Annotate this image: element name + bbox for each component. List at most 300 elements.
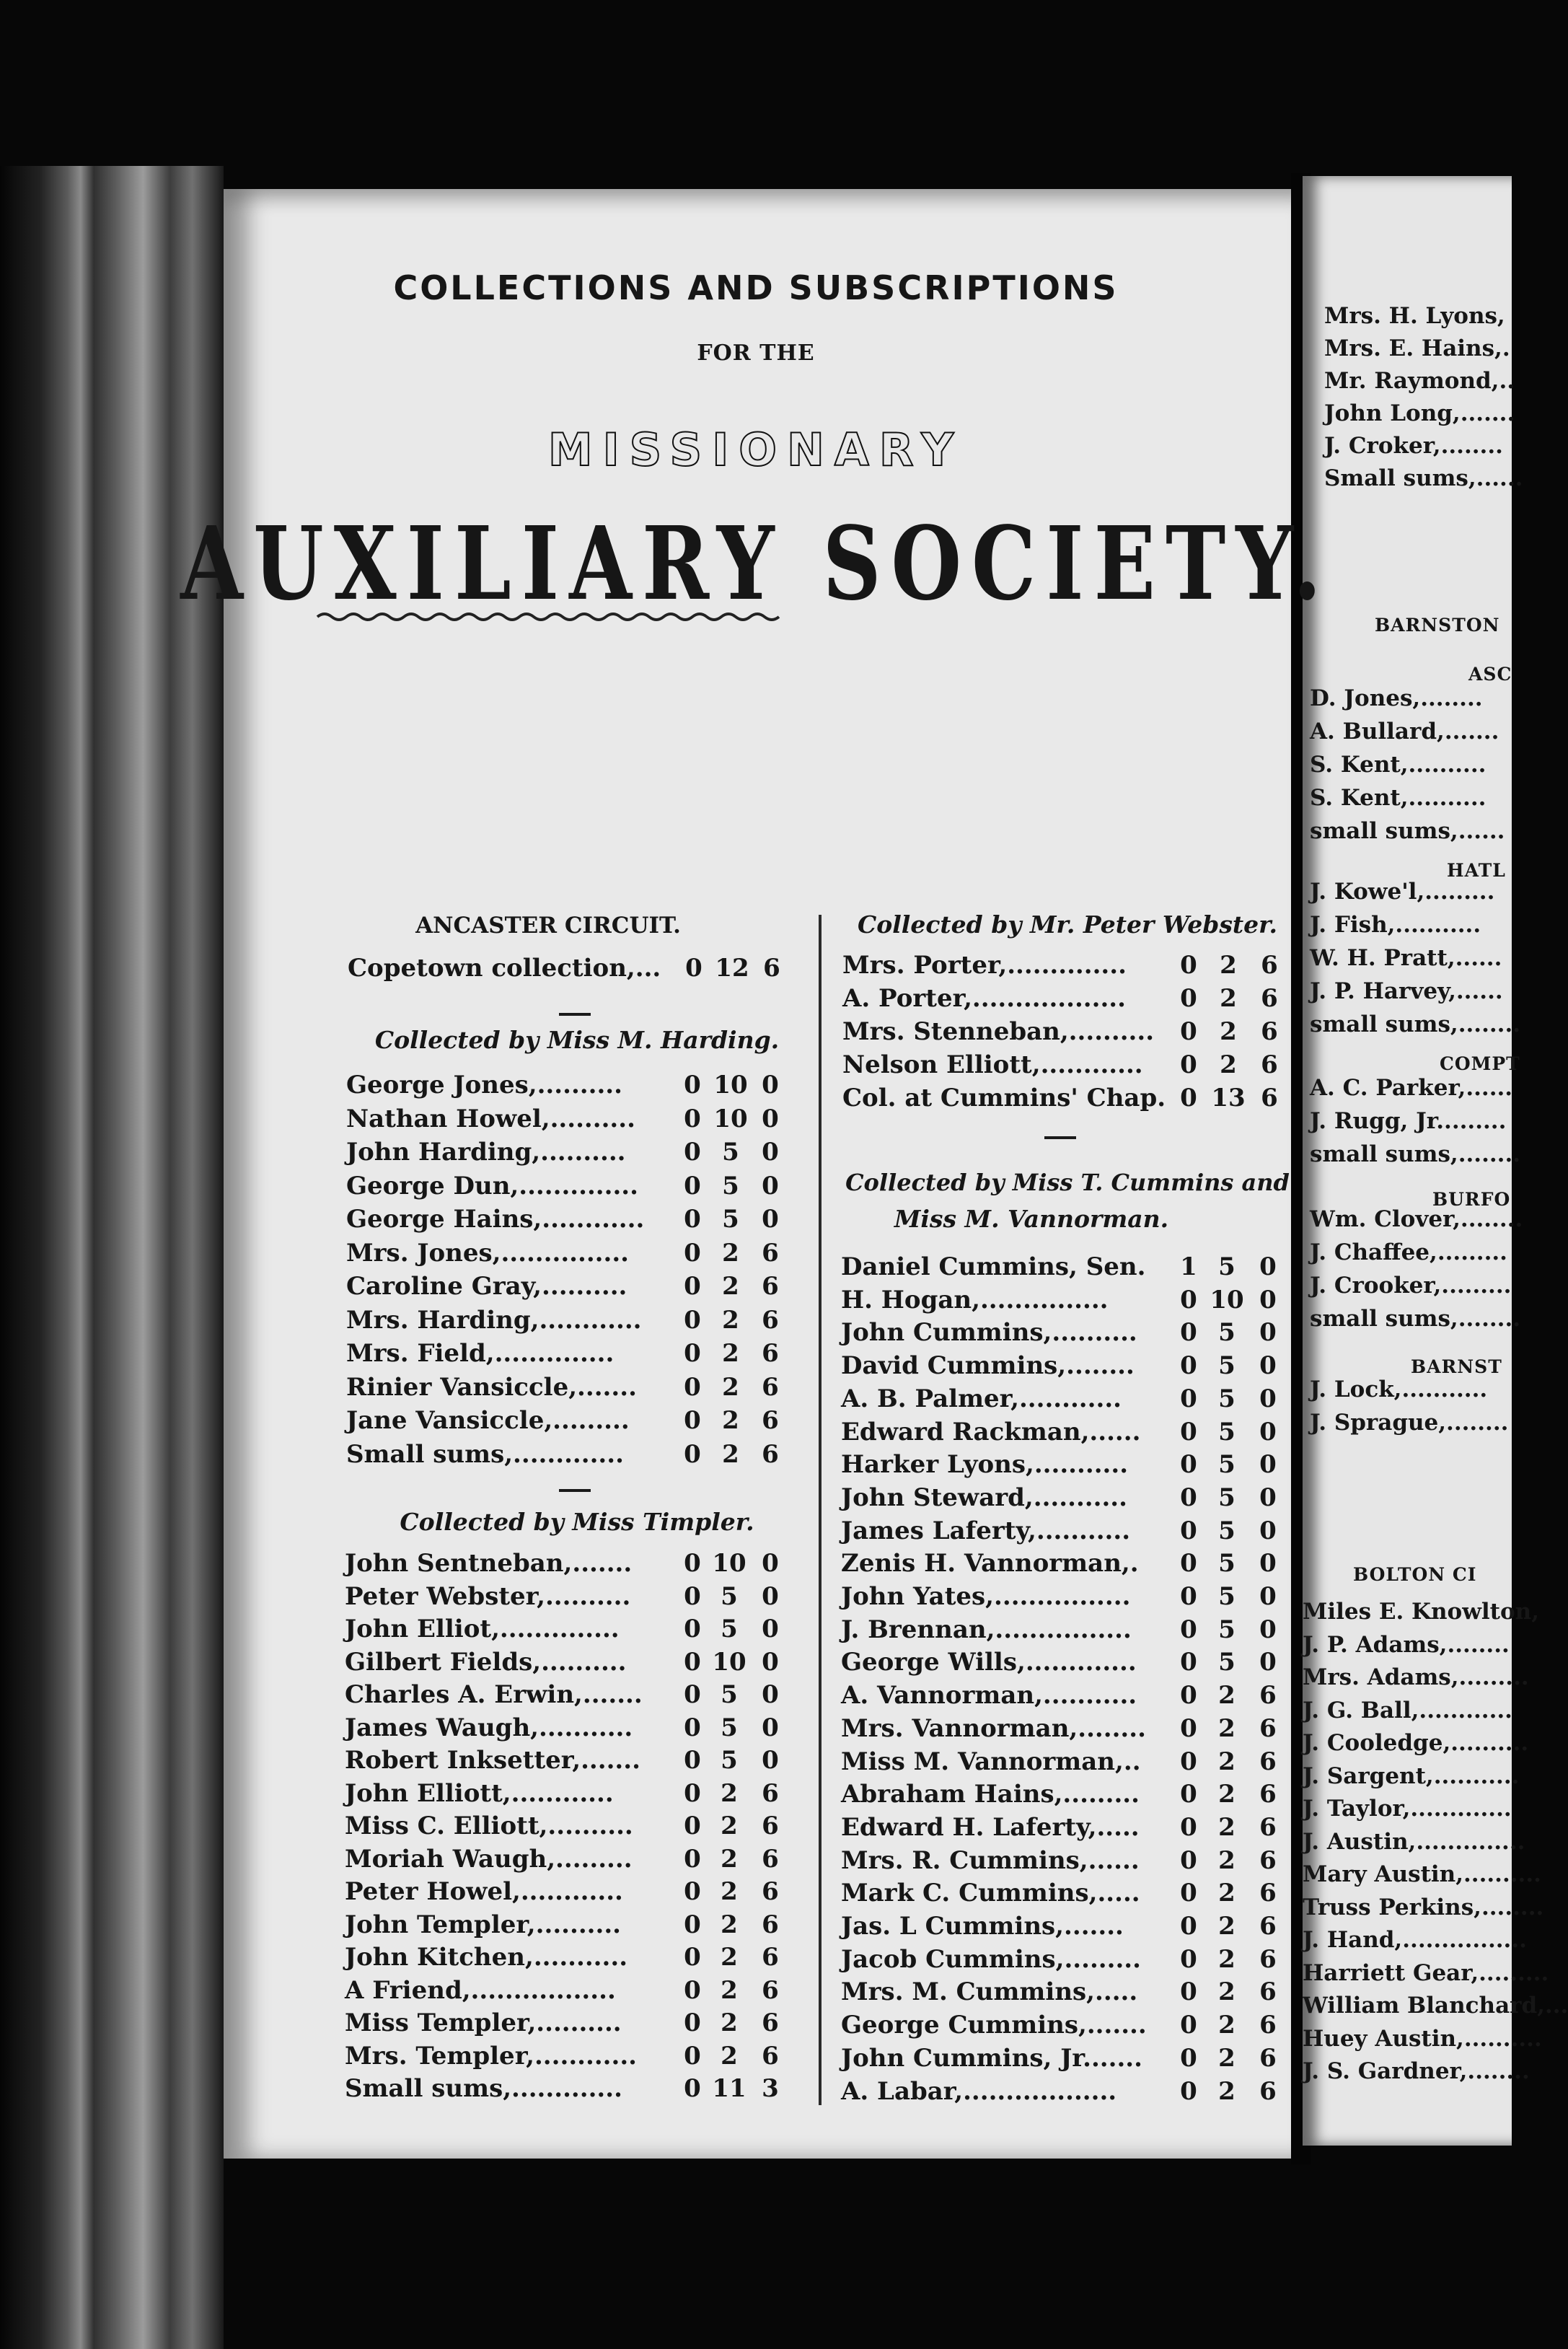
amount-shillings: 5 [722,1171,739,1200]
contributor-name: A. Porter,.................. [842,984,1126,1013]
adjacent-heading: BARNST [1411,1356,1502,1377]
amount-shillings: 2 [722,1272,739,1301]
amount-shillings: 2 [722,1339,739,1368]
adjacent-row: Huey Austin,.......... [1303,2025,1542,2052]
amount-shillings: 2 [1220,984,1237,1013]
ledger-row [841,1846,1317,1878]
amount-pence: 6 [762,1877,779,1906]
contributor-name: Mark C. Cummins,..... [841,1879,1140,1908]
contributor-name: Jacob Cummins,......... [841,1944,1141,1974]
contributor-name: George Hains,............ [346,1205,645,1234]
ledger-row [346,1406,822,1438]
contributor-name: Edward H. Laferty,..... [841,1812,1140,1842]
amount-pounds: 0 [1180,1318,1197,1348]
amount-pence: 6 [1259,2011,1277,2040]
ledger-row [346,1373,822,1405]
amount-pounds: 0 [684,1071,701,1099]
entry-name: Copetown collection,... [348,954,661,983]
amount-pounds: 0 [684,1439,701,1469]
adjacent-row: Mary Austin,.......... [1303,1861,1541,1887]
adjacent-row: J. Fish,........... [1310,912,1481,938]
amount-shillings: 2 [721,1877,738,1906]
amount-pounds: 0 [1180,1417,1197,1446]
adjacent-heading: ASC [1468,664,1512,685]
adjacent-heading: HATL [1447,860,1506,881]
adjacent-row: Mr. Raymond,.. [1324,368,1515,394]
amount-shillings: 2 [1218,1977,1236,2007]
amount-shillings: 2 [721,1844,738,1874]
contributor-name: Mrs. M. Cummins,..... [841,1977,1138,2007]
amount-shillings: 5 [1218,1615,1236,1644]
amount-pounds: 0 [1180,2076,1197,2106]
amount-shillings: 5 [1218,1351,1236,1381]
amount-shillings: 2 [721,1910,738,1939]
ledger-row [346,1239,822,1270]
adjacent-row: J. P. Adams,........ [1303,1631,1510,1658]
contributor-name: Miss Templer,.......... [345,2008,622,2037]
amount-pence: 6 [1261,951,1278,980]
amount-pence: 6 [1259,1713,1277,1743]
ledger-row [842,1017,1318,1049]
amount-shillings: 5 [721,1581,738,1611]
adjacent-row: Harriett Gear,......... [1303,1959,1549,1986]
amount-pounds: 0 [1180,1615,1197,1644]
amount-pence: 6 [762,1372,779,1402]
contributor-name: Mrs. Field,.............. [346,1339,615,1368]
ledger-row [345,2042,821,2073]
adjacent-row: Mrs. E. Hains,. [1324,335,1510,361]
ledger-row [345,1648,821,1680]
ledger-row [841,1681,1317,1713]
contributor-name: Jas. L Cummins,....... [841,1912,1124,1941]
amount-pounds: 0 [1180,1450,1197,1480]
adjacent-row: Truss Perkins,........ [1303,1894,1544,1920]
amount-pence: 6 [762,1812,779,1840]
amount-pounds: 0 [684,1910,701,1939]
ledger-row [841,1879,1317,1910]
ledger-row [345,1746,821,1778]
amount-shillings: 2 [1218,1944,1236,1974]
amount-shillings: 2 [722,1439,739,1469]
title-collections: COLLECTIONS AND SUBSCRIPTIONS [393,268,1119,307]
adjacent-row: J. Croker,........ [1324,433,1503,459]
ledger-row [345,1976,821,2008]
amount-pounds: 0 [684,1238,701,1268]
adjacent-row: D. Jones,........ [1310,685,1483,711]
contributor-name: John Templer,.......... [345,1910,622,1939]
amount-pence: 0 [762,1615,779,1643]
contributor-name: Mrs. R. Cummins,...... [841,1845,1140,1875]
amount-shillings: 13 [1211,1084,1246,1112]
amount-shillings: 2 [722,1305,739,1335]
amount-pence: 0 [762,1104,779,1133]
adjacent-row: J. S. Gardner,........ [1303,2058,1530,2084]
book-page-edges [0,166,224,2349]
title-auxiliary-society: AUXILIARY SOCIETY. [180,505,1331,623]
adjacent-row: A. C. Parker,...... [1310,1075,1513,1101]
ledger-row [346,1105,822,1136]
section-harding-title: Collected by Miss M. Harding. [374,1026,780,1054]
amount-pence: 6 [1259,1812,1277,1842]
amount-pence: 6 [762,1844,779,1874]
adjacent-row: J. G. Ball,............ [1303,1697,1512,1724]
amount-pounds: 0 [684,1943,701,1972]
ledger-row [345,1779,821,1811]
ledger-row [841,1549,1317,1581]
ledger-row [841,1813,1317,1845]
amount-pence: 6 [762,1910,779,1939]
adjacent-heading: BURFO [1432,1189,1511,1210]
amount-pence: 6 [762,1439,779,1469]
amount-shillings: 5 [1218,1450,1236,1480]
amount-pence: 6 [1259,1912,1277,1941]
amount-pence: 0 [1259,1549,1277,1579]
amount-pence: 6 [1259,1944,1277,1974]
amount-pence: 0 [762,1713,779,1742]
ledger-row [841,1351,1317,1383]
contributor-name: Caroline Gray,.......... [346,1272,627,1301]
contributor-name: George Cummins,....... [841,2011,1147,2040]
amount-pounds: 0 [1180,1285,1197,1314]
contributor-name: Edward Rackman,...... [841,1417,1141,1446]
contributor-name: Daniel Cummins, Sen. [841,1252,1146,1281]
adjacent-row: S. Kent,.......... [1310,752,1486,778]
amount-shillings: 5 [1218,1417,1236,1446]
contributor-name: George Dun,.............. [346,1171,638,1200]
contributor-name: A. B. Palmer,............ [841,1384,1122,1413]
amount-pence: 0 [1259,1252,1277,1281]
amount-pounds: 0 [684,1372,701,1402]
amount-pounds: 0 [1180,1879,1197,1908]
ledger-row [346,1272,822,1304]
amount-pounds: 0 [684,1615,701,1643]
amount-pence: 0 [1259,1417,1277,1446]
contributor-name: Miss M. Vannorman,.. [841,1747,1141,1776]
adjacent-row: J. Crooker,......... [1310,1273,1512,1299]
ledger-row [841,1582,1317,1614]
ledger-row [345,1713,821,1745]
amount-shillings: 2 [1218,1713,1236,1743]
ledger-row [345,1877,821,1909]
adjacent-row: W. H. Pratt,...... [1310,945,1502,971]
amount-shillings: 2 [722,1238,739,1268]
amount-pence: 6 [1259,1977,1277,2007]
amount-shillings: 2 [1220,951,1237,980]
section-dash [559,1013,591,1016]
ledger-row [345,1812,821,1843]
contributor-name: Robert Inksetter,....... [345,1746,640,1775]
contributor-name: Mrs. Jones,............... [346,1238,630,1268]
title-missionary: MISSIONARY [547,423,964,476]
amount-pence: 6 [762,1305,779,1335]
contributor-name: Small sums,............. [346,1439,624,1469]
ledger-row [346,1172,822,1203]
amount-pounds: 0 [684,1305,701,1335]
contributor-name: George Jones,.......... [346,1071,622,1099]
ledger-row [842,984,1318,1016]
section-dash [1044,1136,1076,1139]
ledger-row [346,1138,822,1169]
amount-shillings: 5 [1218,1318,1236,1348]
section-cummins-title-2: Miss M. Vannorman. [894,1205,1169,1233]
amount-pence: 0 [1259,1516,1277,1545]
contributor-name: Peter Webster,.......... [345,1581,631,1611]
amount-pounds: 0 [1180,1812,1197,1842]
adjacent-row: small sums,........ [1310,1306,1521,1332]
amount-pence: 6 [762,1406,779,1435]
amount-pounds: 0 [1180,1977,1197,2007]
contributor-name: Charles A. Erwin,....... [345,1680,643,1709]
adjacent-row: J. Sprague,........ [1310,1410,1509,1436]
amount-shillings: 2 [1218,1747,1236,1776]
amount-pounds: 0 [684,1975,701,2005]
ledger-row [346,1440,822,1472]
adjacent-row: J. Austin,.............. [1303,1828,1525,1855]
ledger-row [841,1516,1317,1548]
amount-shillings: 2 [721,1812,738,1840]
ledger-row [345,1910,821,1942]
circuit-title: ANCASTER CIRCUIT. [415,913,681,939]
amount-pounds: 0 [684,1647,701,1677]
contributor-name: Mrs. Porter,.............. [842,951,1127,980]
amount-shillings: 2 [1218,2076,1236,2106]
amount-pence: 6 [1259,1780,1277,1809]
amount-pounds: 0 [684,2074,701,2103]
adjacent-row: J. P. Harvey,...... [1310,978,1503,1004]
adjacent-row: Mrs. Adams,......... [1303,1664,1529,1690]
amount-pence: 6 [762,1778,779,1808]
amount-pounds: 0 [684,2008,701,2037]
amount-shillings: 5 [721,1713,738,1742]
ledger-row [346,1205,822,1237]
contributor-name: Small sums,............. [345,2074,622,2103]
top-entry [348,954,809,985]
amount-pounds: 0 [1180,1017,1197,1046]
amount-pounds: 0 [684,1581,701,1611]
ledger-row [841,1648,1317,1680]
amount-shillings: 10 [713,1071,748,1099]
amount-pence: 6 [1259,2076,1277,2106]
ledger-row [345,1943,821,1975]
amount-pence: 0 [762,1205,779,1234]
contributor-name: John Steward,........... [841,1483,1127,1512]
amount-pence: 0 [1259,1351,1277,1381]
amount-pounds: 0 [684,1844,701,1874]
ledger-row [841,1977,1317,2009]
amount-pence: 6 [1259,2043,1277,2073]
amount-pounds: 0 [684,1680,701,1709]
amount-pounds: 0 [1180,984,1197,1013]
ledger-row [842,951,1318,983]
contributor-name: Mrs. Harding,............ [346,1305,642,1335]
contributor-name: J. Brennan,................ [841,1615,1132,1644]
ledger-row [841,1747,1317,1779]
amount-pounds: 0 [684,1205,701,1234]
amount-pence: 6 [1261,1050,1278,1079]
amount-shillings: 2 [1218,2043,1236,2073]
adjacent-row: small sums,...... [1310,818,1505,844]
amount-shillings: 5 [721,1680,738,1709]
ledger-row [841,2011,1317,2042]
amount-pounds: 0 [1180,1582,1197,1611]
contributor-name: David Cummins,........ [841,1351,1135,1381]
amount-shillings: 2 [1218,1681,1236,1711]
contributor-name: Peter Howel,............ [345,1877,623,1906]
adjacent-row: Miles E. Knowlton, [1303,1599,1539,1625]
contributor-name: Mrs. Templer,............ [345,2041,638,2071]
contributor-name: John Elliott,............ [345,1778,614,1808]
ledger-row [841,1780,1317,1812]
amount-pence: 6 [1261,984,1278,1013]
amount-pence: 0 [762,1171,779,1200]
amount-pence: 0 [762,1680,779,1709]
amount-pounds: 0 [684,1549,701,1578]
section-dash [559,1489,591,1492]
amount-shillings: 5 [1218,1384,1236,1413]
adjacent-row: Small sums,...... [1324,465,1523,491]
contributor-name: John Sentneban,....... [345,1549,633,1578]
amount-pence: 6 [762,1975,779,2005]
ledger-row [346,1339,822,1371]
section-timpler-title: Collected by Miss Timpler. [400,1508,754,1536]
contributor-name: Nathan Howel,.......... [346,1104,635,1133]
amount-shillings: 5 [722,1138,739,1167]
adjacent-heading: BOLTON CI [1353,1564,1477,1585]
amount-pounds: 0 [1180,1351,1197,1381]
amount-pounds: 0 [684,1339,701,1368]
adjacent-row: J. Taylor,............. [1303,1796,1512,1822]
contributor-name: Col. at Cummins' Chap. [842,1084,1166,1112]
amount-pounds: 0 [1180,1483,1197,1512]
contributor-name: Rinier Vansiccle,....... [346,1372,637,1402]
ledger-row [841,1286,1317,1317]
amount-shillings: 10 [1210,1285,1244,1314]
amount-pence: 6 [762,1943,779,1972]
amount-pounds: 0 [684,1406,701,1435]
adjacent-row: Wm. Clover,........ [1310,1206,1523,1232]
adjacent-row: S. Kent,.......... [1310,785,1486,811]
amount-shillings: 10 [712,1549,746,1578]
amount-pence: 3 [762,2074,779,2103]
amount-pence: 0 [1259,1450,1277,1480]
amount-pounds: 0 [684,1272,701,1301]
amount-shillings: 2 [722,1372,739,1402]
amount-pounds: 0 [684,1171,701,1200]
title-for-the: FOR THE [697,341,815,366]
amount-pounds: 0 [1180,2043,1197,2073]
ledger-row [841,1945,1317,1977]
amount-pounds: 0 [1180,1050,1197,1079]
amount-shillings: 5 [1218,1582,1236,1611]
amount-pence: 0 [762,1581,779,1611]
contributor-name: Mrs. Stenneban,.......... [842,1017,1155,1046]
amount-pence: 0 [762,1746,779,1775]
amount-shillings: 5 [722,1205,739,1234]
amount-pounds: 0 [1180,1713,1197,1743]
amount-shillings: 2 [1218,1879,1236,1908]
amount-pounds: 0 [1180,1648,1197,1677]
amount-shillings: 5 [1218,1252,1236,1281]
ledger-row [841,1483,1317,1515]
ledger-row [842,1050,1318,1082]
amount-shillings: 2 [722,1406,739,1435]
ledger-row [841,2077,1317,2109]
adjacent-heading: COMPT [1440,1053,1520,1074]
adjacent-row: J. Lock,........... [1310,1377,1488,1402]
amount-pence: 6 [1261,1017,1278,1046]
amount-pence: 6 [762,1238,779,1268]
amount-pence: 0 [1259,1582,1277,1611]
amount-shillings: 2 [1220,1017,1237,1046]
amount-shillings: 2 [721,2008,738,2037]
adjacent-row: J. Rugg, Jr......... [1310,1108,1507,1134]
contributor-name: Miss C. Elliott,.......... [345,1812,633,1840]
amount-pence: 0 [762,1071,779,1099]
amount-pence: 6 [1261,1084,1278,1112]
amount-pounds: 0 [1180,1845,1197,1875]
amount-pounds: 0 [684,1812,701,1840]
amount-pence: 6 [762,1339,779,1368]
amount-pounds: 0 [684,1713,701,1742]
amount-pence: 6 [762,2041,779,2071]
section-webster-title: Collected by Mr. Peter Webster. [858,910,1277,939]
amount-pounds: 0 [684,1104,701,1133]
ledger-row [841,2044,1317,2076]
amount-pence: 0 [1259,1384,1277,1413]
amount-pounds: 0 [684,1778,701,1808]
amount-shillings: 2 [721,2041,738,2071]
amount-shillings: 5 [1218,1483,1236,1512]
contributor-name: Jane Vansiccle,......... [346,1406,630,1435]
amount-shillings: 2 [721,1943,738,1972]
adjacent-row: small sums,........ [1310,1011,1521,1037]
contributor-name: A Friend,................. [345,1975,616,2005]
amount-pounds: 0 [1180,1516,1197,1545]
contributor-name: John Harding,.......... [346,1138,626,1167]
adjacent-row: small sums,........ [1310,1141,1521,1167]
amount-shillings: 2 [1218,1912,1236,1941]
ledger-row [841,1450,1317,1482]
ledger-row [346,1306,822,1338]
amount-shillings: 10 [712,1647,746,1677]
contributor-name: James Laferty,........... [841,1516,1131,1545]
contributor-name: John Elliot,.............. [345,1615,620,1643]
amount-shillings: 10 [713,1104,748,1133]
adjacent-row: J. Kowe'l,......... [1310,879,1495,905]
adjacent-row: J. Chaffee,......... [1310,1239,1507,1265]
contributor-name: H. Hogan,............... [841,1285,1109,1314]
contributor-name: James Waugh,........... [345,1713,633,1742]
amount-pounds: 0 [1180,1747,1197,1776]
amount-pence: 6 [1259,1681,1277,1711]
amount-pence: 0 [1259,1318,1277,1348]
amount-pence: 0 [1259,1648,1277,1677]
amount-pounds: 0 [1180,1681,1197,1711]
ledger-row [345,2074,821,2106]
amount-pence: 0 [762,1138,779,1167]
amount-shillings: 2 [1218,1812,1236,1842]
amount-pounds: 0 [1180,1084,1197,1112]
adjacent-row: J. Hand,................ [1303,1927,1527,1953]
contributor-name: Abraham Hains,......... [841,1780,1140,1809]
contributor-name: Harker Lyons,........... [841,1450,1129,1480]
ledger-row [841,1615,1317,1647]
amount-pounds: 0 [1180,2011,1197,2040]
amount-shillings: 2 [1218,2011,1236,2040]
amount-pence: 0 [1259,1615,1277,1644]
ledger-row [841,1714,1317,1746]
ledger-row [841,1418,1317,1449]
